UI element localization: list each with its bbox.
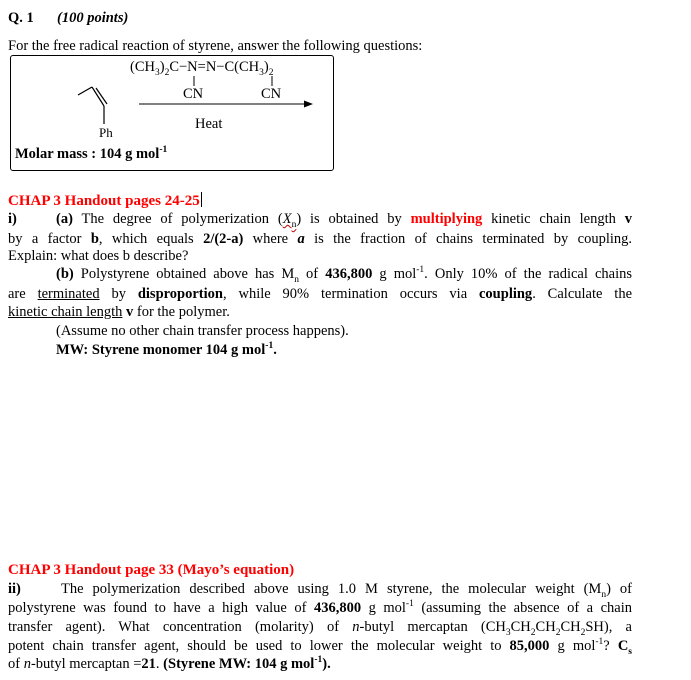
section2-line2: polystyrene was found to have a high value of 436,800 g mol$^{-1}$ (assuming the absence of a chain [8,599,632,616]
section1-b-line1: (b) Polystyrene obtained above has $M_n$ of 436,800 g mol$^{-1}$. Only 10% of the radical chains [56,265,632,285]
section2-line4: potent chain transfer agent, should be used to lower the molecular weight to 85,000 g mol$^{-1}$? $C_s$ [8,637,632,657]
question-number: Q. 1 [8,10,34,26]
section2-heading: CHAP 3 Handout page 33 (Mayo’s equation) [8,562,295,578]
cn-left-label: CN [183,86,204,102]
cn-right-label: CN [261,86,282,102]
section1-a-line3: Explain: what does b describe? [8,248,189,264]
section1-heading: CHAP 3 Handout pages 24-25 [8,193,200,209]
section1-b-line2: are terminated by disproportion, while 90% termination occurs via coupling. Calculate the [8,286,633,302]
phenyl-label: Ph [99,125,113,140]
question-intro: For the free radical reaction of styrene, answer the following questions: [8,38,423,54]
section1-assumption: (Assume no other chain transfer process happens). [56,323,349,339]
reaction-condition: Heat [195,116,223,132]
question-points: (100 points) [57,10,129,26]
section1-roman: i) [8,211,17,227]
text-cursor [201,192,202,207]
section1-b-line3: kinetic chain length v for the polymer. [8,304,230,320]
styrene-bond-1 [78,87,92,95]
reaction-arrow-head [304,101,313,108]
section2-line1: The polymerization described above using 1.0 M styrene, the molecular weight $(M_n)$ of [61,581,632,600]
section1-a-line1: (a) The degree of polymerization $(X_n)$ is obtained by multiplying kinetic chain length v [56,211,632,230]
section1-a-line2: by a factor b, which equals 2/(2-a) where a is the fraction of chains terminated by coupling. [8,231,633,247]
section1-mw: MW: Styrene monomer 104 g mol$^{-1}$. [56,341,277,358]
section2-line3: transfer agent). What concentration (molarity) of n-butyl mercaptan $(CH_3CH_2CH_2CH_2SH)$, a [8,619,632,638]
section2-line5: of n-butyl mercaptan =21. (Styrene MW: 104 g mol$^{-1}$). [8,655,331,672]
molar-mass: Molar mass : 104 g mol$^{-1}$ [15,145,168,162]
section2-roman: ii) [8,581,21,597]
initiator-formula: $(CH_3)_2C-N=N-C(CH_3)_2$ [130,59,274,78]
